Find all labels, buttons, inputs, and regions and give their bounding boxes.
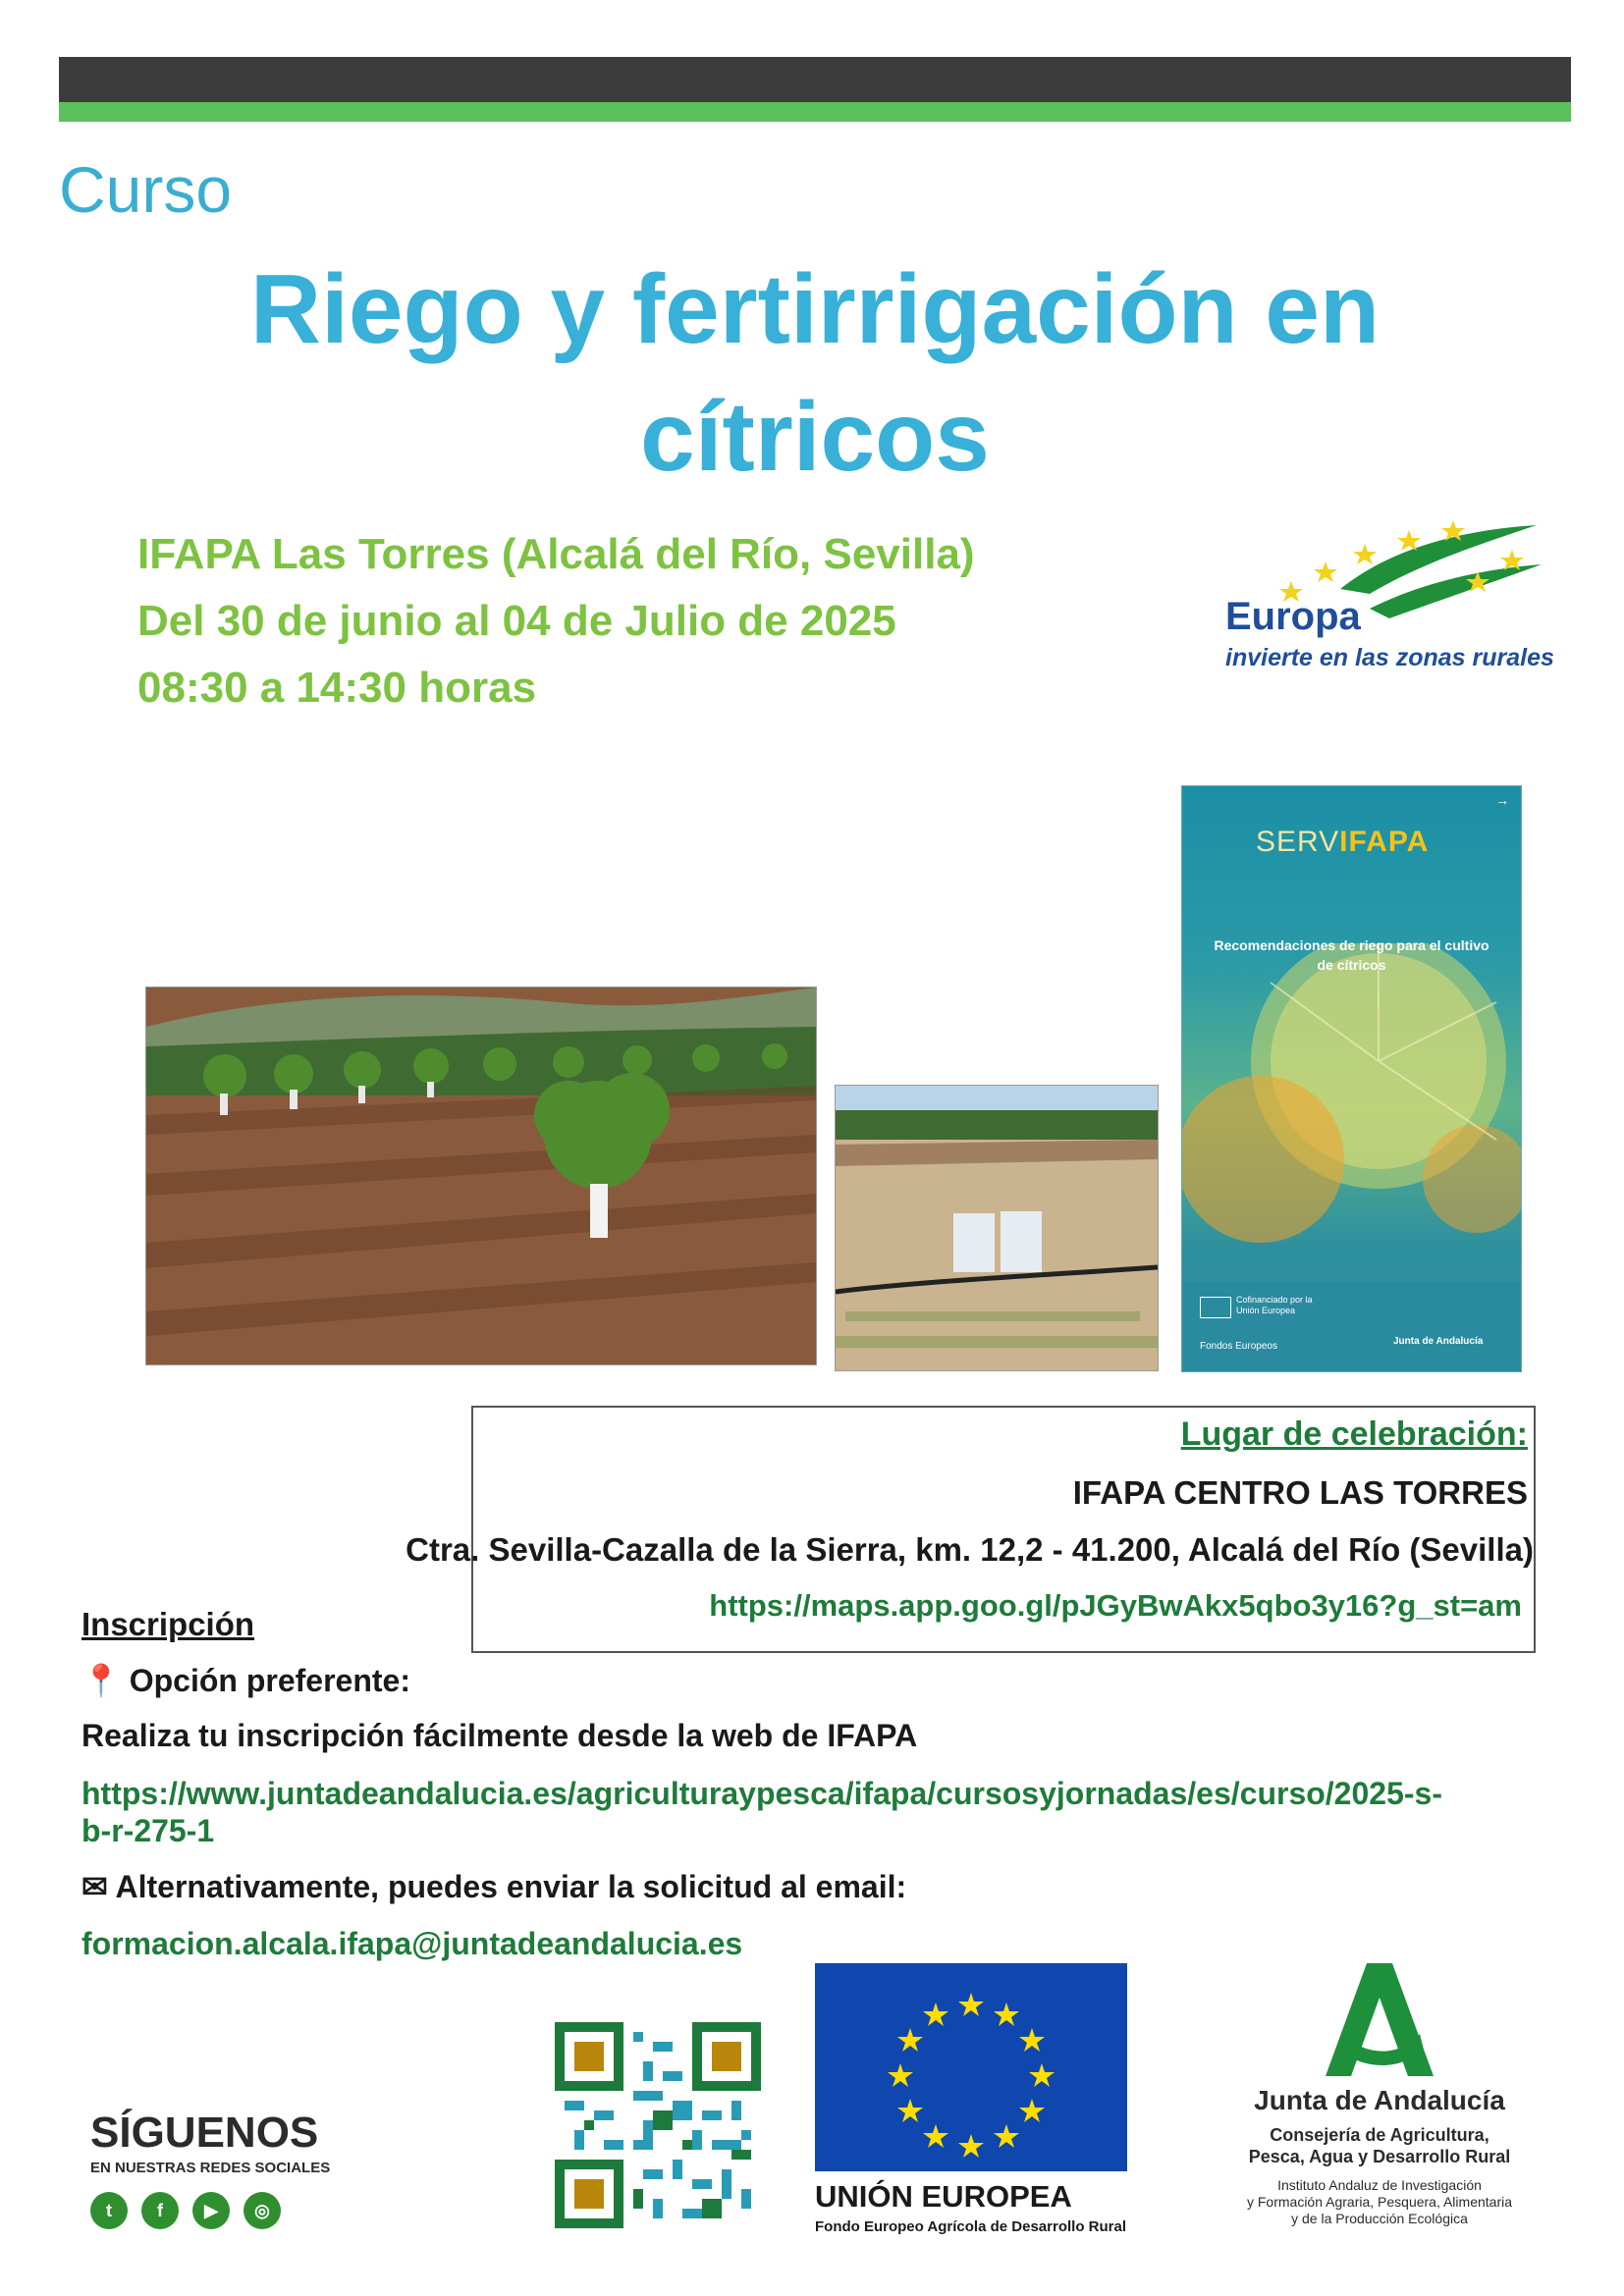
preferred-option-label: Opción preferente:: [129, 1663, 410, 1698]
venue-map-link[interactable]: https://maps.app.goo.gl/pJGyBwAkx5qbo3y16?g_st=am: [709, 1588, 1522, 1623]
alternative-option-label: Alternativamente, puedes enviar la solicitud al email:: [115, 1869, 907, 1904]
eu-flag: [815, 1963, 1127, 2171]
eu-stars-icon: [815, 1963, 1127, 2171]
header-dark-bar: [59, 57, 1571, 102]
eu-label: UNIÓN EUROPEA: [815, 2179, 1072, 2214]
poster-footer-eu: Cofinanciado por la Unión Europea: [1236, 1295, 1313, 1315]
eu-fund: Fondo Europeo Agrícola de Desarrollo Rural: [815, 2218, 1126, 2235]
registration-heading: Inscripción: [81, 1606, 255, 1642]
junta-consejeria-line1: Consejería de Agricultura,: [1270, 2125, 1489, 2145]
servifapa-brand-ifapa: IFAPA: [1339, 826, 1430, 858]
servifapa-poster: [1181, 785, 1522, 1372]
poster-caption: [1192, 935, 1511, 975]
irrigation-sensor-photo: [835, 1085, 1159, 1371]
junta-logo-block: [1218, 1963, 1542, 2227]
pin-icon: 📍: [81, 1663, 121, 1698]
junta-instituto-line3: y de la Producción Ecológica: [1291, 2211, 1468, 2226]
europa-word: Europa: [1225, 595, 1361, 638]
social-title: SÍGUENOS: [90, 2109, 319, 2157]
course-title-line2: cítricos: [640, 382, 990, 492]
registration-email[interactable]: formacion.alcala.ifapa@juntadeandalucia.es: [81, 1926, 743, 1961]
course-title-line1: Riego y fertirrigación en: [249, 254, 1380, 364]
venue-name: IFAPA CENTRO LAS TORRES: [1072, 1474, 1528, 1511]
junta-consejeria-line2: Pesca, Agua y Desarrollo Rural: [1248, 2147, 1511, 2166]
venue-heading: Lugar de celebración:: [1180, 1415, 1528, 1453]
eu-flag-icon: [1200, 1297, 1231, 1318]
qr-code[interactable]: [555, 2022, 761, 2228]
course-dates: Del 30 de junio al 04 de Julio de 2025: [137, 597, 896, 645]
poster-footer-fondos: Fondos Europeos: [1200, 1341, 1277, 1352]
facebook-icon[interactable]: f: [141, 2192, 179, 2229]
junta-a-logo-icon: [1326, 1963, 1434, 2076]
registration-url-line2[interactable]: b-r-275-1: [81, 1813, 215, 1848]
alternative-option: [81, 1868, 906, 1905]
youtube-icon[interactable]: ▶: [192, 2192, 230, 2229]
registration-url[interactable]: [81, 1775, 1442, 1849]
citrus-orchard-photo: [145, 987, 817, 1365]
registration-url-line1[interactable]: https://www.juntadeandalucia.es/agriculturaypesca/ifapa/cursosyjornadas/es/curso/2025-s-: [81, 1776, 1442, 1811]
course-label: Curso: [59, 153, 233, 226]
junta-consejeria: [1218, 2124, 1542, 2167]
servifapa-brand: [1256, 826, 1429, 859]
poster-footer-junta: Junta de Andalucía: [1393, 1336, 1484, 1347]
registration-instruction: Realiza tu inscripción fácilmente desde la web de IFAPA: [81, 1718, 918, 1753]
junta-instituto: [1218, 2177, 1542, 2227]
social-subtitle: EN NUESTRAS REDES SOCIALES: [90, 2160, 331, 2176]
course-title: [59, 245, 1571, 501]
poster-caption-line1: Recomendaciones de riego para el cultivo: [1214, 937, 1489, 953]
twitter-icon[interactable]: t: [90, 2192, 128, 2229]
europa-tagline: invierte en las zonas rurales: [1225, 644, 1554, 671]
instagram-icon[interactable]: ◎: [244, 2192, 281, 2229]
citrus-slice-illustration: [1182, 943, 1521, 1267]
preferred-option: [81, 1662, 410, 1699]
header-green-bar: [59, 102, 1571, 122]
junta-name: Junta de Andalucía: [1254, 2085, 1505, 2115]
course-hours: 08:30 a 14:30 horas: [137, 664, 537, 712]
envelope-icon: ✉: [81, 1869, 108, 1904]
junta-instituto-line1: Instituto Andaluz de Investigación: [1277, 2177, 1482, 2193]
servifapa-brand-serv: SERV: [1256, 826, 1340, 858]
poster-caption-line2: de cítricos: [1317, 957, 1386, 973]
course-location: IFAPA Las Torres (Alcalá del Río, Sevilla): [137, 530, 975, 578]
junta-instituto-line2: y Formación Agraria, Pesquera, Alimentaria: [1246, 2194, 1512, 2210]
venue-address: Ctra. Sevilla-Cazalla de la Sierra, km. 12,2 - 41.200, Alcalá del Río (Sevilla): [406, 1531, 1534, 1568]
arrow-right-icon: →: [1495, 792, 1509, 808]
